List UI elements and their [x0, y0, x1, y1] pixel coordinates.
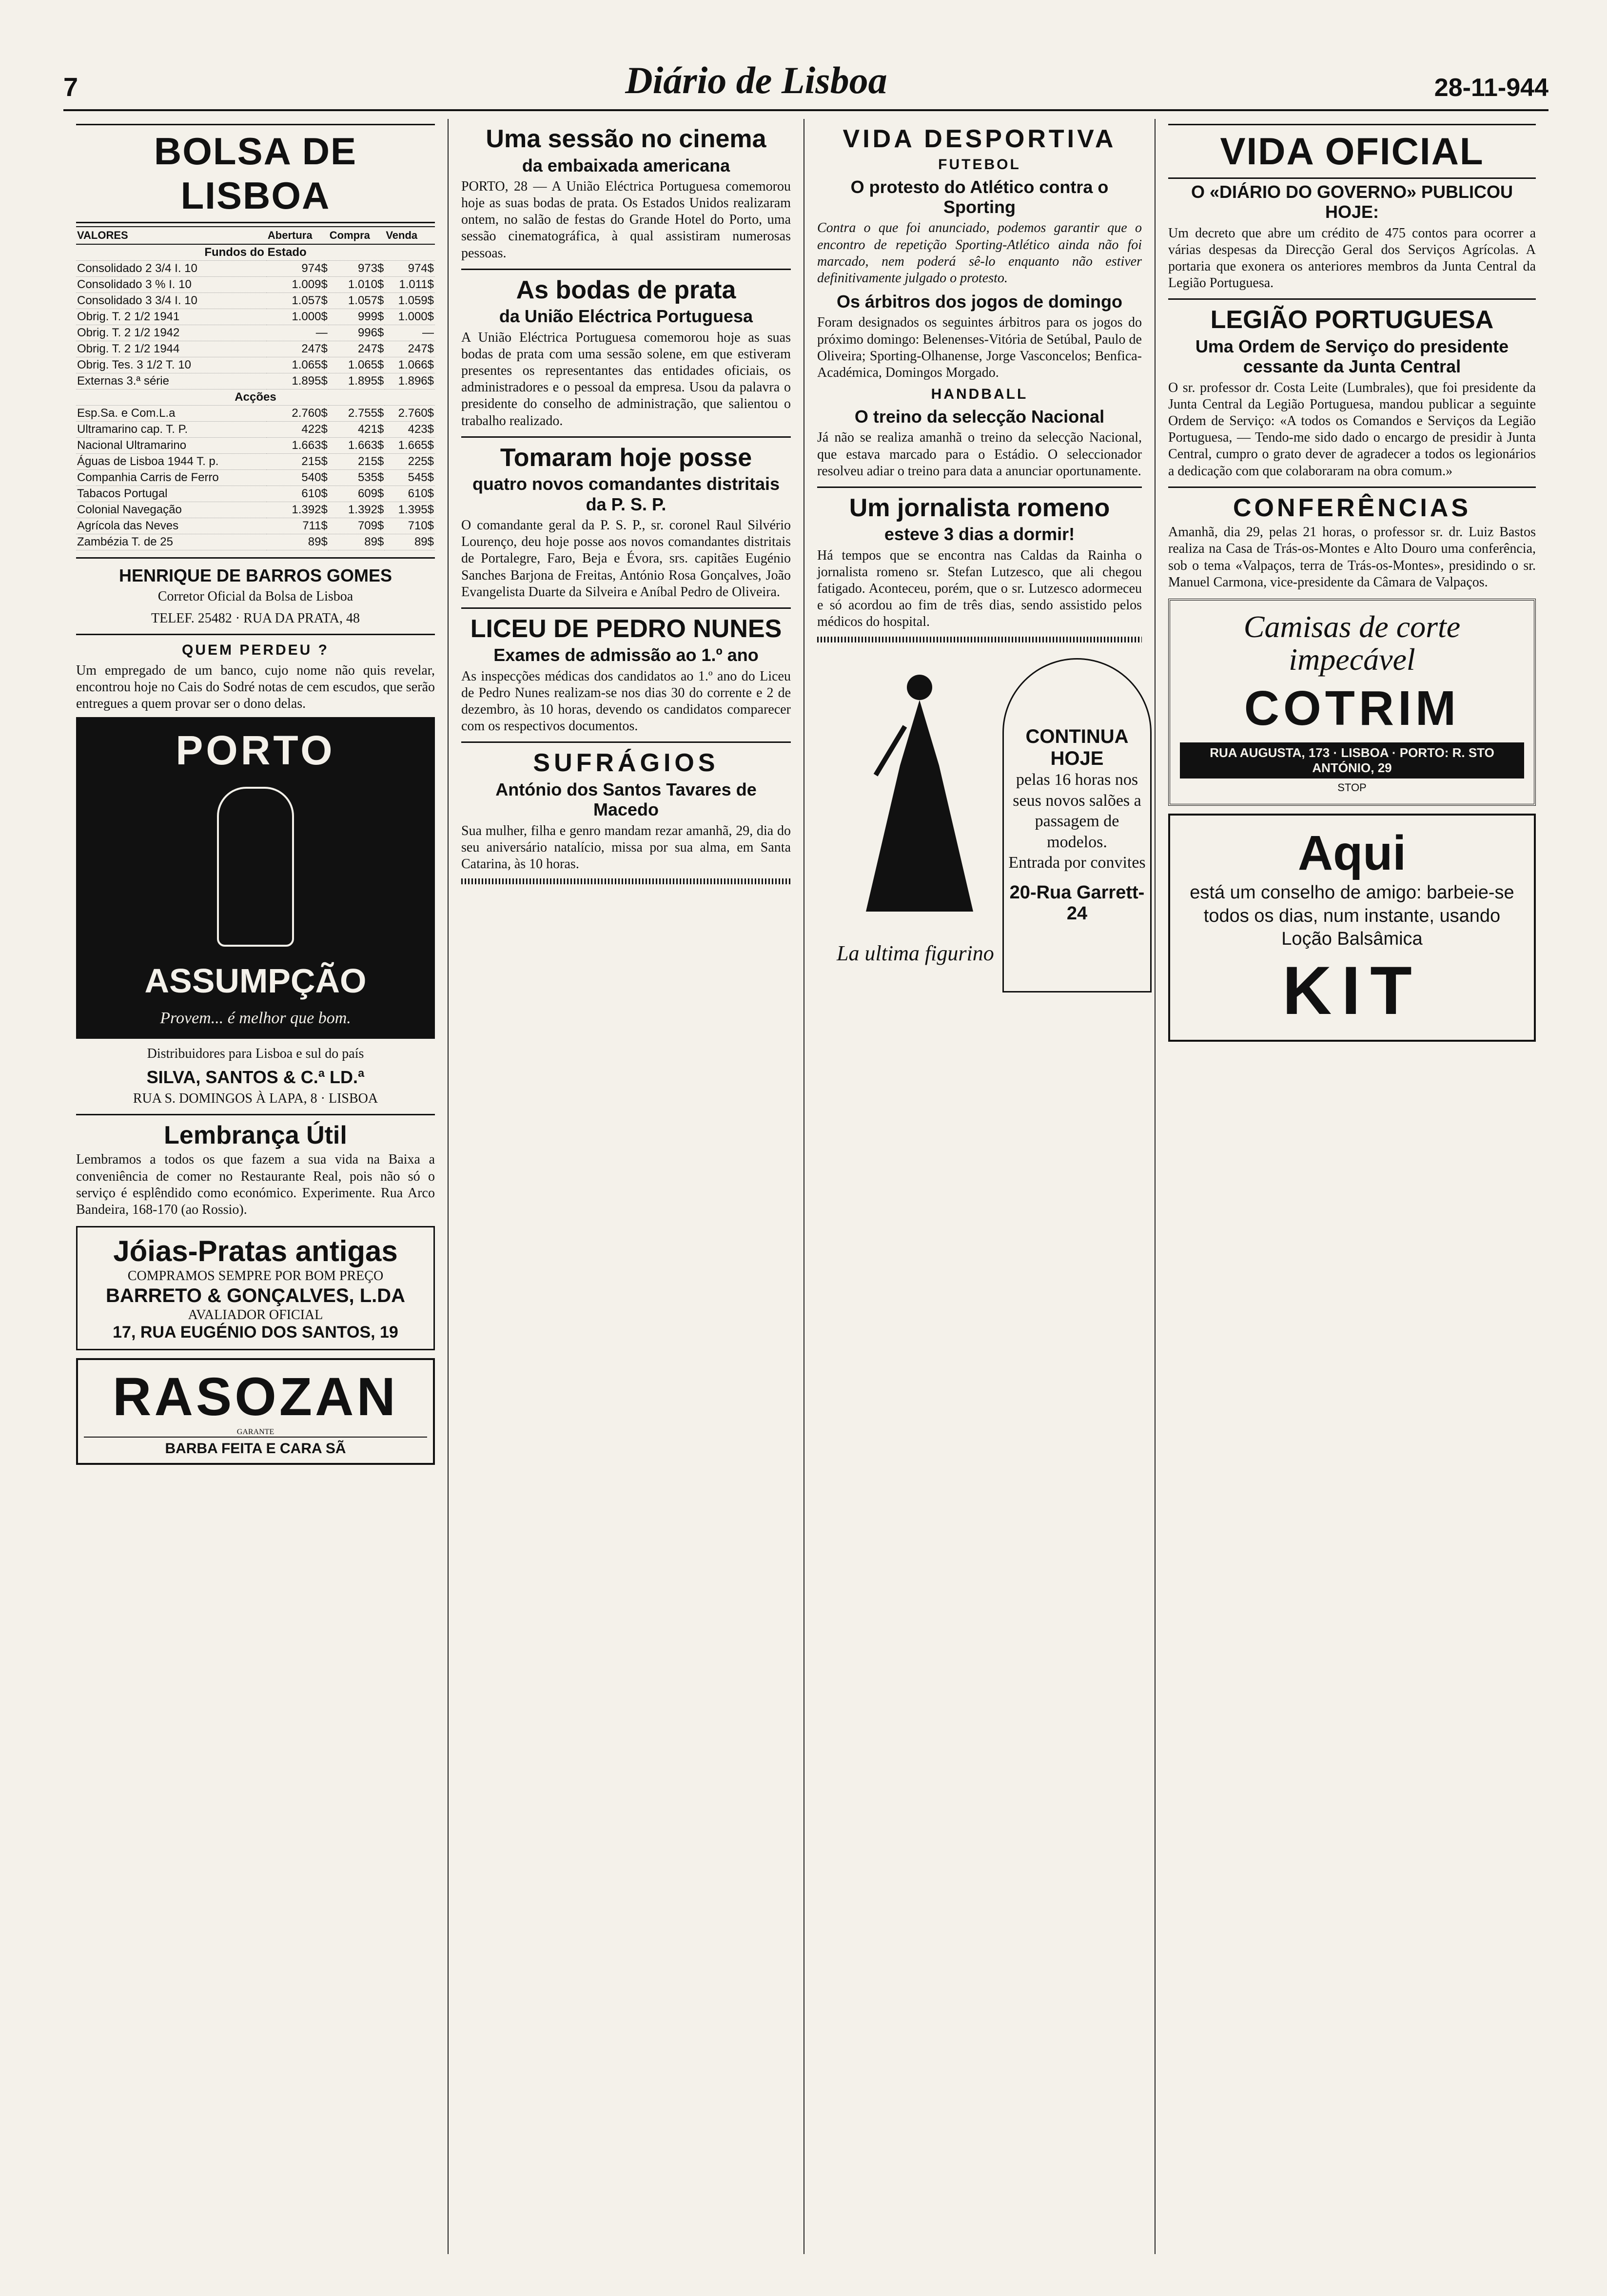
- arbitros-head: Os árbitros dos jogos de domingo: [836, 292, 1123, 311]
- bolsa-security: Consolidado 3 % I. 10: [76, 277, 267, 293]
- divider: [76, 1114, 435, 1115]
- conferencias-text: Amanhã, dia 29, pelas 21 horas, o professor sr. dr. Luiz Bastos realiza na Casa de Trás-os-Montes e Alto Douro uma conferência, sob o tema «Valpaços, terra de Trás-os-Montes», presidindo o sr. Manuel Carmona, vice-presidente da Câmara de Valpaços.: [1168, 525, 1536, 590]
- jornalista-head: Um jornalista romeno: [849, 493, 1110, 522]
- kit-brand: KIT: [1282, 952, 1422, 1029]
- bolsa-price: 422$: [267, 422, 329, 438]
- bolsa-price: 247$: [329, 341, 385, 357]
- bolsa-row: [76, 261, 435, 277]
- bolsa-price: 1.059$: [385, 293, 435, 309]
- treino-text: Já não se realiza amanhã o treino da selecção Nacional, que estava marcado para o Estádio. O seleccionador resolveu adiar o treino para data a anunciar oportunamente.: [817, 430, 1142, 479]
- bolsa-price: 545$: [385, 470, 435, 486]
- bolsa-row: [76, 518, 435, 534]
- bolsa-price: 1.000$: [267, 309, 329, 325]
- legiao-sub: Uma Ordem de Serviço do presidente cessante da Junta Central: [1195, 336, 1509, 377]
- liceu-head: LICEU DE PEDRO NUNES: [470, 614, 782, 643]
- bolsa-price: 1.896$: [385, 373, 435, 389]
- bolsa-price: 1.895$: [267, 373, 329, 389]
- bolsa-row: [76, 277, 435, 293]
- protesto-head: O protesto do Atlético contra o Sporting: [850, 176, 1109, 217]
- sufragios-text: Sua mulher, filha e genro mandam rezar amanhã, 29, dia do seu aniversário natalício, missa por sua alma, em Santa Catarina, às 10 horas.: [461, 823, 791, 872]
- bolsa-price: 2.760$: [267, 406, 329, 422]
- bolsa-price: 609$: [329, 486, 385, 502]
- masthead: [63, 58, 1548, 111]
- bolsa-title: BOLSA DE LISBOA: [76, 124, 435, 223]
- bolsa-price: 1.392$: [267, 502, 329, 518]
- lembranca-text: Lembramos a todos os que fazem a sua vida na Baixa a conveniência de comer no Restaurante Real, pois não só o serviço é esplêndido como económico. Experimente. Rua Arco Bandeira, 168-170 (ao Rossio).: [76, 1152, 435, 1217]
- bolsa-price: 2.755$: [329, 406, 385, 422]
- bolsa-price: 247$: [385, 341, 435, 357]
- joias-sub: COMPRAMOS SEMPRE POR BOM PREÇO: [127, 1268, 384, 1284]
- bolsa-security: Obrig. T. 2 1/2 1942: [76, 325, 267, 341]
- column-official: [1156, 119, 1548, 2254]
- column-bolsa: [63, 119, 449, 2254]
- bolsa-price: 974$: [385, 261, 435, 277]
- bolsa-row: [76, 470, 435, 486]
- columns: [63, 119, 1548, 2254]
- posse-sub: quatro novos comandantes distritais da P. S. P.: [472, 474, 780, 514]
- divider: [1168, 298, 1536, 300]
- bolsa-price: 610$: [385, 486, 435, 502]
- fashion-figure-icon: [846, 668, 983, 921]
- joias-firm: BARRETO & GONÇALVES, L.DA: [105, 1284, 406, 1306]
- divider: [461, 607, 791, 609]
- cotrim-ad: [1168, 599, 1536, 806]
- divider: [461, 269, 791, 270]
- bolsa-row: [76, 486, 435, 502]
- bolsa-price: 2.760$: [385, 406, 435, 422]
- divider: [461, 436, 791, 438]
- porto-assumpcao-ad: [76, 717, 435, 1039]
- bolsa-security: Nacional Ultramarino: [76, 438, 267, 454]
- joias-ad: [76, 1226, 435, 1350]
- quem-perdeu-text: Um empregado de um banco, cujo nome não quis revelar, encontrou hoje no Cais do Sodré notas de cem escudos, que serão entregues a quem provar ser o dono delas.: [76, 662, 435, 712]
- fundos-body: [76, 244, 435, 389]
- rasozan-brand: RASOZAN: [113, 1367, 398, 1427]
- col-valores: VALORES: [76, 227, 267, 244]
- cinema-sub: da embaixada americana: [522, 155, 730, 175]
- rasozan-slogan: BARBA FEITA E CARA SÃ: [84, 1437, 427, 1457]
- cinema-text: PORTO, 28 — A União Eléctrica Portuguesa comemorou hoje as suas bodas de prata. Os Estados Unidos realizaram ontem, no salão de festas do Grande Hotel do Porto, uma sessão cinematográfica, à qual assistiram numerosas pessoas.: [461, 178, 791, 261]
- bolsa-price: 1.392$: [329, 502, 385, 518]
- sufragios-head: SUFRÁGIOS: [533, 749, 719, 778]
- hatch-divider: [461, 878, 791, 884]
- vida-oficial-text: Um decreto que abre um crédito de 475 contos para ocorrer a várias despesas da Direcção Geral dos Serviços Agrícolas. A portaria que exonera os anteriores membros da Junta Central da Legião Portuguesa.: [1168, 225, 1536, 291]
- cotrim-stop: STOP: [1337, 781, 1367, 794]
- protesto-text: Contra o que foi anunciado, podemos garantir que o encontro de repetição Sporting-Atlético ainda não foi marcado, nem poderá sê-lo enquanto não estiver definitivamente julgado o protesto.: [817, 220, 1142, 286]
- fundos-section: Fundos do Estado: [76, 244, 435, 261]
- rasozan-ad: [76, 1358, 435, 1465]
- bolsa-price: 1.009$: [267, 277, 329, 293]
- liceu-sub: Exames de admissão ao 1.º ano: [493, 645, 759, 665]
- posse-text: O comandante geral da P. S. P., sr. coronel Raul Silvério Lourenço, deu hoje posse aos novos comandantes distritais de Portalegre, Faro, Beja e Évora, srs. capitães Eugénio Sanches Barjona de Freitas, António Rosa Gonçalves, João Evangelista Duarte da Silveira e Aníbal Pedro de Oliveira.: [461, 518, 791, 600]
- bolsa-row: [76, 357, 435, 373]
- bolsa-price: 215$: [267, 454, 329, 470]
- bolsa-price: 89$: [329, 534, 385, 550]
- bodas-head: As bodas de prata: [516, 275, 736, 304]
- bolsa-price: 89$: [267, 534, 329, 550]
- bolsa-security: Zambézia T. de 25: [76, 534, 267, 550]
- bolsa-price: 973$: [329, 261, 385, 277]
- bolsa-table: [76, 226, 435, 550]
- bolsa-price: 1.395$: [385, 502, 435, 518]
- bolsa-security: Externas 3.ª série: [76, 373, 267, 389]
- bolsa-security: Colonial Navegação: [76, 502, 267, 518]
- bolsa-price: 1.000$: [385, 309, 435, 325]
- legiao-text: O sr. professor dr. Costa Leite (Lumbrales), que foi presidente da Junta Central da Legião Portuguesa, mandou publicar a seguinte Ordem de Serviço: «A todos os Comandos e Serviços da Legião Portuguesa, — Tendo-me sido dado o encargo de presidir à Junta Central, cumpro o grato dever de agradecer a todos os legionários a dedicação com que colaboraram na obra comum.»: [1168, 380, 1536, 479]
- bolsa-security: Obrig. T. 2 1/2 1944: [76, 341, 267, 357]
- hatch-divider: [817, 637, 1142, 642]
- divider: [1168, 486, 1536, 488]
- bolsa-price: —: [385, 325, 435, 341]
- bolsa-row: [76, 454, 435, 470]
- bolsa-price: —: [267, 325, 329, 341]
- bolsa-row: [76, 534, 435, 550]
- bolsa-price: 1.663$: [267, 438, 329, 454]
- liceu-text: As inspecções médicas dos candidatos ao 1.º ano do Liceu de Pedro Nunes realizam-se nos dias 30 do corrente e 2 de dezembro, às 10 horas, devendo os candidatos comparecer com os respectivos documentos.: [461, 668, 791, 734]
- bolsa-price: 709$: [329, 518, 385, 534]
- corretor-line1: Corretor Oficial da Bolsa de Lisboa: [157, 589, 353, 604]
- cotrim-script: Camisas de corte impecável: [1243, 609, 1461, 677]
- kit-text: está um conselho de amigo: barbeie-se todos os dias, num instante, usando Loção Balsâmica: [1190, 882, 1514, 950]
- bolsa-price: 1.066$: [385, 357, 435, 373]
- kit-ad: [1168, 814, 1536, 1042]
- bolsa-price: 1.065$: [267, 357, 329, 373]
- bolsa-price: 540$: [267, 470, 329, 486]
- divider: [817, 486, 1142, 488]
- lembranca-head: Lembrança Útil: [164, 1121, 347, 1149]
- bolsa-price: 535$: [329, 470, 385, 486]
- joias-aval: AVALIADOR OFICIAL: [188, 1307, 323, 1323]
- assumpcao-word: ASSUMPÇÃO: [144, 962, 367, 1000]
- bolsa-row: [76, 341, 435, 357]
- divider: [76, 634, 435, 635]
- bolsa-price: 89$: [385, 534, 435, 550]
- divider: [76, 557, 435, 559]
- cinema-head: Uma sessão no cinema: [486, 125, 766, 153]
- bodas-text: A União Eléctrica Portuguesa comemorou hoje as suas bodas de prata com uma sessão solene, em que estiveram presentes os representantes das entidades oficiais, os administradores e o pessoal da empresa. Usou da palavra o presidente do conselho de administração, que salientou o trabalho realizado.: [461, 330, 791, 428]
- quem-perdeu-head: QUEM PERDEU ?: [181, 642, 330, 658]
- jornalista-text: Há tempos que se encontra nas Caldas da Rainha o jornalista romeno sr. Stefan Lutzesco, que ali chegou fatigado. Aconteceu, porém, que o sr. Lutzesco adormeceu e só acordou ao fim de três dias, sendo assistido pelos médicos do hospital.: [817, 547, 1142, 630]
- fashion-continua: CONTINUA HOJE: [1025, 726, 1129, 770]
- column-sport: [804, 119, 1156, 2254]
- bolsa-security: Ultramarino cap. T. P.: [76, 422, 267, 438]
- bolsa-price: 999$: [329, 309, 385, 325]
- bolsa-price: 1.011$: [385, 277, 435, 293]
- bolsa-security: Tabacos Portugal: [76, 486, 267, 502]
- vida-oficial-head: VIDA OFICIAL: [1168, 124, 1536, 179]
- bolsa-row: [76, 438, 435, 454]
- bolsa-row: [76, 422, 435, 438]
- divider: [461, 741, 791, 743]
- fashion-frame: [1002, 658, 1152, 992]
- jornalista-sub: esteve 3 dias a dormir!: [884, 524, 1075, 545]
- cotrim-addr: RUA AUGUSTA, 173 · LISBOA · PORTO: R. STO ANTÓNIO, 29: [1180, 742, 1524, 778]
- fashion-text: pelas 16 horas nos seus novos salões a passagem de modelos.: [1013, 771, 1141, 851]
- bolsa-price: 225$: [385, 454, 435, 470]
- bolsa-security: Consolidado 2 3/4 I. 10: [76, 261, 267, 277]
- fashion-addr: 20-Rua Garrett-24: [1009, 882, 1145, 924]
- bolsa-price: 711$: [267, 518, 329, 534]
- treino-head: O treino da selecção Nacional: [854, 407, 1105, 427]
- distrib-text: Distribuidores para Lisboa e sul do país: [147, 1046, 364, 1062]
- corretor-name: HENRIQUE DE BARROS GOMES: [118, 565, 392, 585]
- issue-date: 28-11-944: [1434, 74, 1548, 102]
- bolsa-row: [76, 325, 435, 341]
- bolsa-price: 1.663$: [329, 438, 385, 454]
- bolsa-price: 996$: [329, 325, 385, 341]
- column-news-a: [449, 119, 804, 2254]
- bolsa-price: 710$: [385, 518, 435, 534]
- bolsa-price: 247$: [267, 341, 329, 357]
- bolsa-row: [76, 502, 435, 518]
- bodas-sub: da União Eléctrica Portuguesa: [499, 306, 753, 327]
- bolsa-header-row: [76, 227, 435, 244]
- fashion-convites: Entrada por convites: [1008, 854, 1146, 872]
- page-number: 7: [63, 73, 78, 102]
- bolsa-price: 1.010$: [329, 277, 385, 293]
- diario-governo-sub: O «DIÁRIO DO GOVERNO» PUBLICOU HOJE:: [1191, 182, 1513, 222]
- accoes-section: Acções: [76, 389, 435, 406]
- bolsa-price: 610$: [267, 486, 329, 502]
- bolsa-price: 423$: [385, 422, 435, 438]
- conferencias-head: CONFERÊNCIAS: [1233, 493, 1471, 522]
- bolsa-price: 1.057$: [329, 293, 385, 309]
- col-abertura: Abertura: [267, 227, 329, 244]
- arbitros-text: Foram designados os seguintes árbitros para os jogos do próximo domingo: Belenenses-Vitória de Setúbal, Paulo de Oliveira; Sporting-Olhanense, Jorge Vasconcelos; Benfica-Académica, Domingos Morgado.: [817, 315, 1142, 380]
- bolsa-security: Companhia Carris de Ferro: [76, 470, 267, 486]
- bolsa-price: 1.665$: [385, 438, 435, 454]
- bolsa-price: 1.057$: [267, 293, 329, 309]
- kit-aqui: Aqui: [1297, 826, 1407, 881]
- sufragios-sub: António dos Santos Tavares de Macedo: [495, 779, 757, 820]
- corretor-line2: TELEF. 25482 · RUA DA PRATA, 48: [151, 610, 360, 626]
- vida-desportiva-head: VIDA DESPORTIVA: [843, 125, 1117, 153]
- silva-name: SILVA, SANTOS & C.ª LD.ª: [146, 1067, 365, 1088]
- futebol-label: FUTEBOL: [938, 156, 1021, 173]
- bolsa-row: [76, 373, 435, 389]
- bolsa-price: 421$: [329, 422, 385, 438]
- newspaper-title: Diário de Lisboa: [625, 59, 887, 101]
- joias-head: Jóias-Pratas antigas: [113, 1235, 398, 1268]
- silva-addr: RUA S. DOMINGOS À LAPA, 8 · LISBOA: [133, 1090, 378, 1106]
- bolsa-price: 974$: [267, 261, 329, 277]
- bolsa-security: Obrig. T. 2 1/2 1941: [76, 309, 267, 325]
- joias-addr: 17, RUA EUGÉNIO DOS SANTOS, 19: [113, 1323, 398, 1342]
- porto-slogan: Provem... é melhor que bom.: [160, 1009, 351, 1028]
- bolsa-security: Consolidado 3 3/4 I. 10: [76, 293, 267, 309]
- rasozan-garante: GARANTE: [236, 1428, 274, 1437]
- bolsa-row: [76, 309, 435, 325]
- bolsa-security: Esp.Sa. e Com.L.a: [76, 406, 267, 422]
- col-venda: Venda: [385, 227, 435, 244]
- fashion-script: La ultima figurino: [837, 941, 994, 965]
- bolsa-security: Obrig. Tes. 3 1/2 T. 10: [76, 357, 267, 373]
- posse-head: Tomaram hoje posse: [500, 443, 752, 472]
- cotrim-brand: COTRIM: [1244, 681, 1460, 736]
- col-compra: Compra: [329, 227, 385, 244]
- bolsa-price: 1.895$: [329, 373, 385, 389]
- legiao-head: LEGIÃO PORTUGUESA: [1210, 306, 1494, 334]
- bolsa-row: [76, 293, 435, 309]
- accoes-body: [76, 389, 435, 550]
- porto-word: PORTO: [176, 727, 335, 774]
- bolsa-security: Águas de Lisboa 1944 T. p.: [76, 454, 267, 470]
- bolsa-price: 215$: [329, 454, 385, 470]
- handball-label: HANDBALL: [931, 386, 1028, 403]
- bolsa-row: [76, 406, 435, 422]
- bottle-icon: [217, 787, 294, 947]
- fashion-ad: [817, 648, 1146, 999]
- bolsa-security: Agrícola das Neves: [76, 518, 267, 534]
- bolsa-price: 1.065$: [329, 357, 385, 373]
